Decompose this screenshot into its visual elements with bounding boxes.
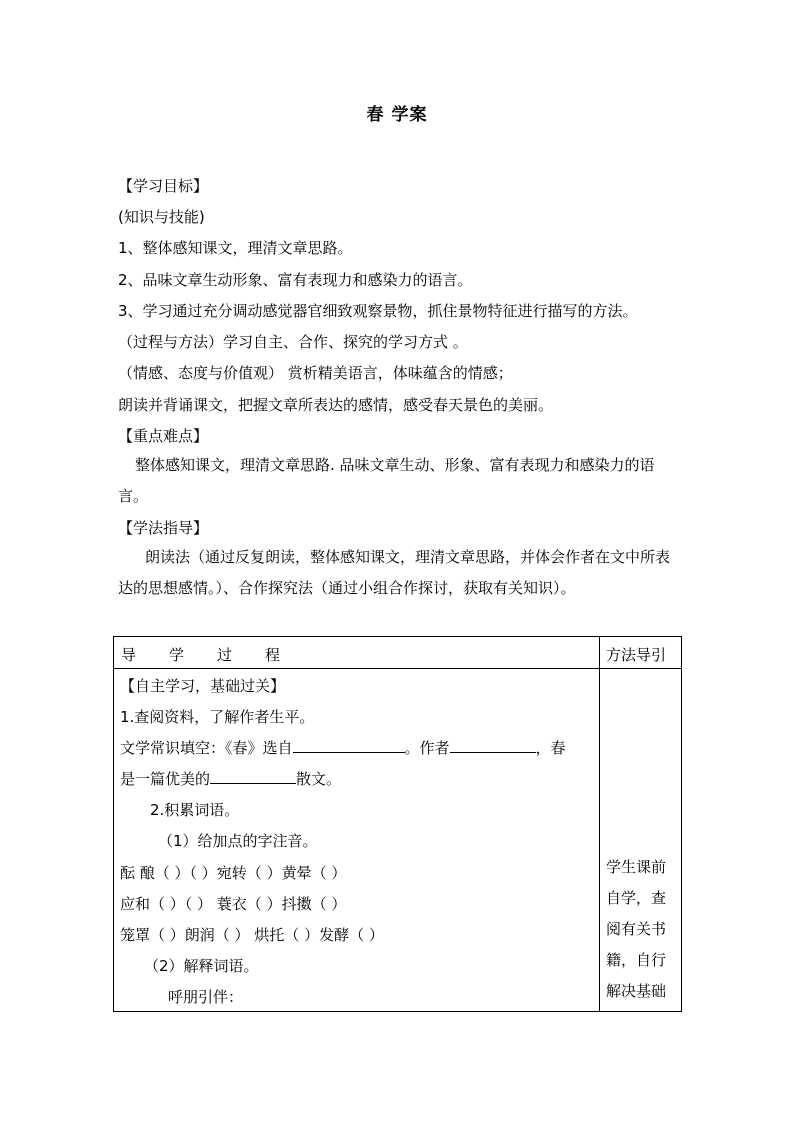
learning-process-table: [113, 636, 682, 1012]
fill-line2-prefix: 是一篇优美的: [120, 770, 211, 788]
fill-blank-line-1: [120, 737, 566, 758]
header-char: 程: [265, 646, 281, 664]
guide-line: 学生课前: [606, 858, 667, 876]
guide-line: 自学，查: [606, 889, 667, 907]
guide-line: 阅有关书: [606, 920, 667, 938]
blank-genre[interactable]: [210, 769, 296, 784]
guide-line: 籍，自行: [606, 951, 667, 969]
fill-blank-line-2: [120, 768, 341, 789]
pinyin-row-3: 笼罩（ ）朗润（ ） 烘托（ ）发酵（ ）: [120, 926, 384, 944]
key-points-text: 整体感知课文，理清文章思路. 品味文章生动、形象、富有表现力和感染力的语言。: [118, 456, 655, 505]
fill-author: 。作者: [404, 739, 450, 757]
fill-prefix: 文学常识填空：《春》选自: [120, 739, 293, 757]
word-1: 呼朋引伴：: [168, 988, 244, 1006]
process-method-line: （过程与方法）学习自主、合作、探究的学习方式 。: [118, 333, 468, 351]
pinyin-row-2: 应和（ ）（ ） 蓑衣（ ）抖擞（ ）: [120, 895, 347, 913]
blank-author[interactable]: [450, 738, 536, 753]
table-header-row: [114, 637, 682, 669]
header-method-cell: [600, 637, 682, 669]
step-1: 1.查阅资料，了解作者生平。: [120, 708, 315, 726]
method-guide-heading: 【学法指导】: [118, 519, 209, 537]
header-char: 导: [121, 646, 137, 664]
step-2: 2.积累词语。: [150, 801, 240, 819]
knowledge-label: (知识与技能): [118, 208, 205, 226]
objective-item-1: 1、整体感知课文，理清文章思路。: [118, 239, 353, 257]
emotion-attitude-line: （情感、态度与价值观） 赏析精美语言，体味蕴含的情感；: [118, 364, 513, 382]
self-study-heading: 【自主学习，基础过关】: [120, 677, 286, 695]
sub-step-2: （2）解释词语。: [144, 957, 259, 975]
header-char: 过: [217, 646, 233, 664]
objective-item-3: 3、学习通过充分调动感觉器官细致观察景物，抓住景物特征进行描写的方法。: [118, 302, 638, 320]
method-guide-cell: [600, 669, 682, 1012]
pinyin-row-1: 酝 酿（ ）（ ）宛转（ ）黄晕（ ）: [120, 864, 347, 882]
sub-step-1: （1）给加点的字注音。: [158, 832, 318, 850]
header-method-label: 方法导引: [606, 646, 667, 664]
fill-end: ，春: [535, 739, 566, 757]
blank-source[interactable]: [293, 738, 405, 753]
page-title: 春 学案: [366, 105, 428, 125]
table-body-row: [114, 669, 682, 1012]
objectives-heading: 【学习目标】: [118, 177, 209, 195]
guide-text: [606, 852, 678, 1007]
objective-item-2: 2、品味文章生动形象、富有表现力和感染力的语言。: [118, 271, 473, 289]
recite-line: 朗读并背诵课文，把握文章所表达的感情，感受春天景色的美丽。: [118, 396, 554, 414]
guide-line: 解决基础: [606, 982, 667, 1000]
method-guide-text: 朗读法（通过反复朗读，整体感知课文，理清文章思路，并体会作者在文中所表达的思想感情。）、合作探究法（通过小组合作探讨，获取有关知识）。: [118, 548, 671, 597]
fill-line2-suffix: 散文。: [296, 770, 342, 788]
key-points-heading: 【重点难点】: [118, 427, 209, 445]
header-char: 学: [169, 646, 185, 664]
process-content-cell: [114, 669, 600, 1012]
header-process-cell: [114, 637, 600, 669]
